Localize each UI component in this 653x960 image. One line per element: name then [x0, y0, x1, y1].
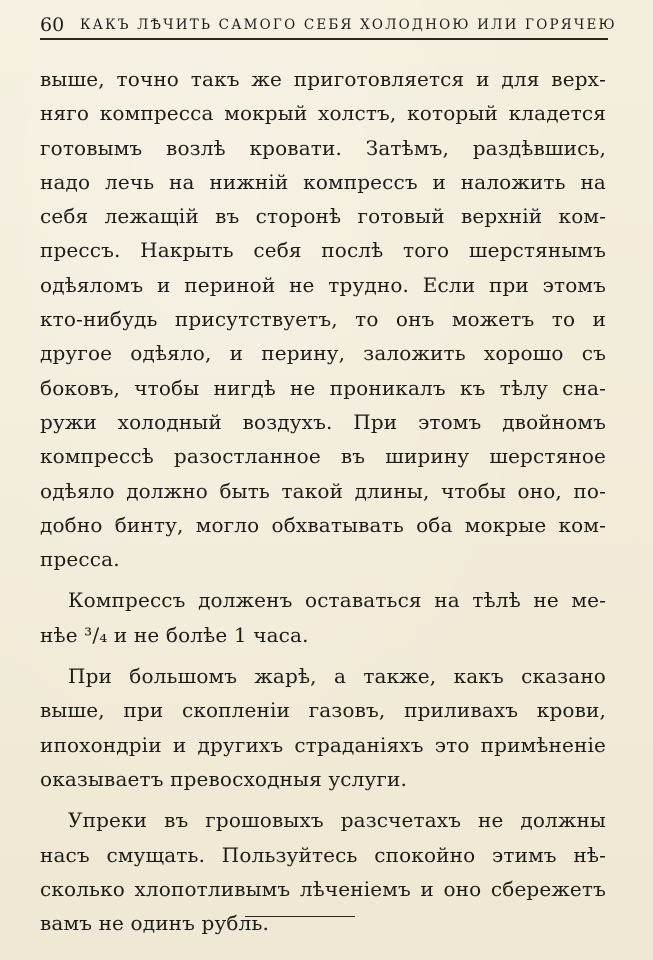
paragraph-1 — [40, 62, 606, 576]
text-line: няго компресса мокрый холстъ, который кладется — [40, 101, 606, 126]
text-line: компрессѣ разостланное въ ширину шерстяное — [40, 444, 606, 469]
text-line: готовымъ возлѣ кровати. Затѣмъ, раздѣвшись, — [40, 135, 606, 160]
text-line: прессъ. Накрыть себя послѣ того шерстянымъ — [40, 238, 606, 263]
body-text — [40, 62, 606, 940]
text-line: одѣяломъ и периной не трудно. Если при этомъ — [40, 272, 606, 297]
text-line: Упреки въ грошовыхъ разсчетахъ не должны — [68, 808, 606, 833]
text-line: выше, при скопленіи газовъ, приливахъ крови, — [40, 698, 606, 723]
paragraph-gap — [40, 796, 606, 803]
page-header — [40, 12, 617, 40]
paragraph-3 — [40, 659, 606, 796]
text-line: пресса. — [40, 547, 120, 572]
text-line: Компрессъ долженъ оставаться на тѣлѣ не ме- — [68, 588, 606, 613]
page-number: 60 — [40, 14, 65, 36]
text-line: При большомъ жарѣ, а также, какъ сказано — [68, 664, 606, 689]
text-line: ипохондріи и другихъ страданіяхъ это примѣненіе — [40, 732, 606, 757]
paragraph-4 — [40, 803, 606, 940]
paragraph-2 — [40, 583, 606, 652]
text-line: боковъ, чтобы нигдѣ не проникалъ къ тѣлу сна- — [40, 375, 606, 400]
text-line: ружи холодный воздухъ. При этомъ двойномъ — [40, 409, 606, 434]
section-end-rule — [245, 916, 355, 917]
running-title: КАКЪ ЛѢЧИТЬ САМОГО СЕБЯ ХОЛОДНОЮ ИЛИ ГОРЯЧЕЮ — [80, 17, 617, 33]
text-line: нѣе ³/₄ и не болѣе 1 часа. — [40, 622, 309, 647]
paragraph-gap — [40, 576, 606, 583]
text-line: надо лечь на нижній компрессъ и наложить на — [40, 169, 606, 194]
text-line: насъ смущать. Пользуйтесь спокойно этимъ нѣ- — [40, 842, 606, 867]
text-line: себя лежащій въ сторонѣ готовый верхній ком- — [40, 204, 606, 229]
text-line: одѣяло должно быть такой длины, чтобы оно, по- — [40, 478, 606, 503]
text-line: выше, точно такъ же приготовляется и для верх- — [40, 67, 606, 91]
text-line: кто-нибудь присутствуетъ, то онъ можетъ то и — [40, 307, 606, 332]
text-line: оказываетъ превосходныя услуги. — [40, 766, 408, 791]
text-line: вамъ не одинъ рубль. — [40, 911, 270, 936]
paragraph-gap — [40, 652, 606, 659]
text-line: другое одѣяло, и перину, заложить хорошо съ — [40, 341, 606, 366]
text-line: добно бинту, могло обхватывать оба мокрые ком- — [40, 512, 606, 537]
text-line: сколько хлопотливымъ лѣченіемъ и оно сбережетъ — [40, 876, 606, 901]
